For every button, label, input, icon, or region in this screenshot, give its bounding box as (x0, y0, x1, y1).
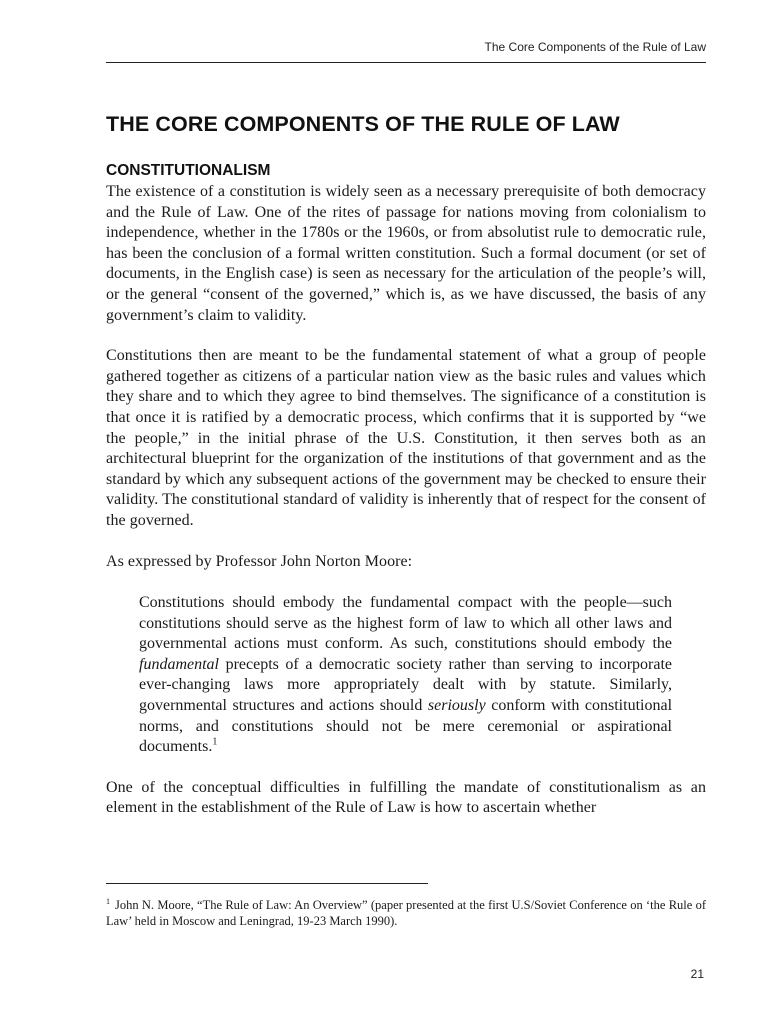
quote-emphasis-seriously: seriously (427, 697, 486, 715)
footnote (106, 897, 706, 929)
header-rule (106, 62, 706, 63)
quote-text-2: precepts of a democratic society rather than serving to incorporate ever-changing laws more appropriately dealt with by statute. Similarly, governmental structures and actions should (139, 655, 672, 715)
page-title: THE CORE COMPONENTS OF THE RULE OF LAW (106, 112, 620, 136)
body-paragraph-2: Constitutions then are meant to be the fundamental statement of what a group of people gathered together as citizens of a particular nation view as the basic rules and values which they share and to which they agree to bind themselves. The significance of a constitution is that once it is ratified by a democratic process, which confirms that it is supported by “we the people,” in the initial phrase of the U.S. Constitution, it then serves both as an architectural blueprint for the organization of the institutions of that government and as the standard by which any subsequent actions of the government may be checked to ensure their validity. The constitutional standard of validity is inherently that of respect for the consent of the governed. (106, 347, 706, 529)
footnote-reference: 1 (212, 736, 218, 748)
quote-emphasis-fundamental: fundamental (139, 655, 219, 673)
footnote-text: John N. Moore, “The Rule of Law: An Overview” (paper presented at the first U.S/Soviet Conference on ‘the Rule of Law’ held in Moscow and Leningrad, 19-23 March 1990). (106, 898, 706, 928)
running-header: The Core Components of the Rule of Law (484, 40, 706, 54)
footnote-rule (106, 883, 428, 884)
block-quote (106, 593, 706, 758)
page-content (106, 112, 706, 839)
body-paragraph-4: One of the conceptual difficulties in fulfilling the mandate of constitutionalism as an element in the establishment of the Rule of Law is how to ascertain whether (106, 778, 706, 817)
section-heading: CONSTITUTIONALISM (106, 162, 271, 179)
quote-lead-in: As expressed by Professor John Norton Moore: (106, 552, 413, 570)
footnote-marker: 1 (106, 896, 110, 906)
quote-text-3: conform with constitutional norms, and constitutions should not be mere ceremonial or aspirational documents. (139, 697, 673, 756)
quote-text-1: Constitutions should embody the fundamental compact with the people—such constitutions should serve as the highest form of law to which all other laws and governmental actions must conform. As such, constitutions should embody the (139, 594, 672, 653)
page-number: 21 (690, 967, 704, 981)
body-paragraph-1: The existence of a constitution is widely seen as a necessary prerequisite of both democracy and the Rule of Law. One of the rites of passage for nations moving from colonialism to independence, whether in the 1780s or the 1960s, or from absolutist rule to democratic rule, has been the conclusion of a formal written constitution. Such a formal document (or set of documents, in the English case) is seen as necessary for the articulation of the people’s will, or the general “consent of the governed,” which is, as we have discussed, the basis of any government’s claim to validity. (106, 183, 706, 324)
